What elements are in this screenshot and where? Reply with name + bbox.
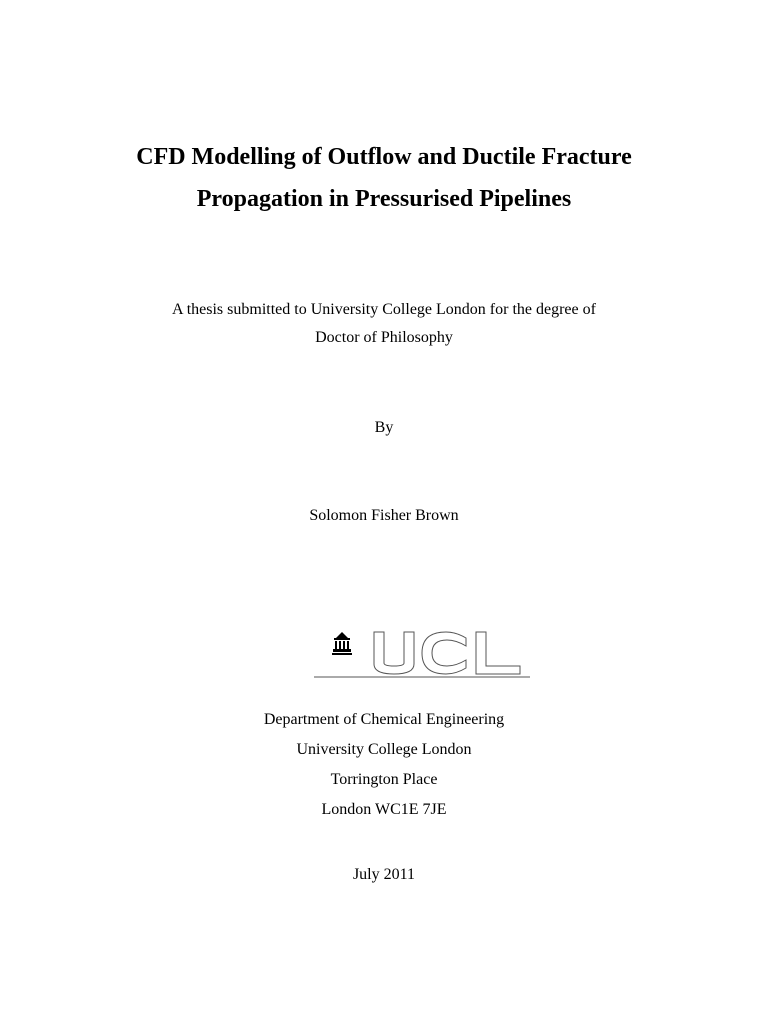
ucl-logo [312,628,532,680]
submission-statement-line-2: Doctor of Philosophy [315,329,453,346]
thesis-title-line-2: Propagation in Pressurised Pipelines [196,186,572,212]
author-name: Solomon Fisher Brown [309,507,459,524]
submission-date: July 2011 [352,866,416,883]
institution: University College London [296,741,472,758]
ucl-portico-icon [332,632,352,655]
city-postcode: London WC1E 7JE [321,801,447,818]
by-label: By [374,419,394,436]
street-address: Torrington Place [330,771,438,788]
department: Department of Chemical Engineering [263,711,505,728]
submission-statement-line-1: A thesis submitted to University College London for the degree of [172,301,596,318]
thesis-title-line-1: CFD Modelling of Outflow and Ductile Fracture [136,144,632,170]
